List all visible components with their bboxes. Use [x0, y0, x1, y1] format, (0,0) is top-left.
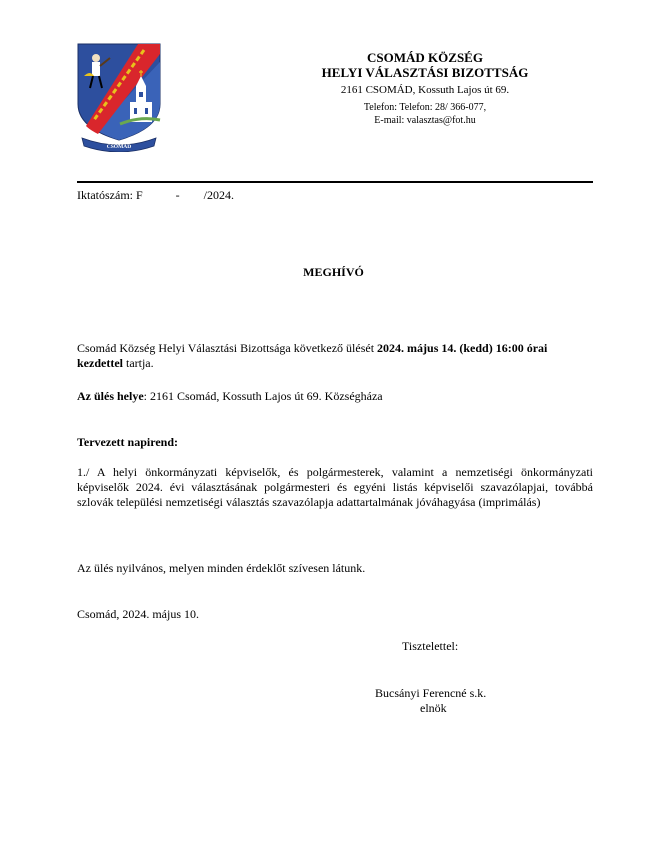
- venue-value: : 2161 Csomád, Kossuth Lajos út 69. Községháza: [143, 389, 383, 403]
- committee-phone: Telefon: Telefon: 28/ 366-077,: [363, 102, 487, 113]
- reference-number: Iktatószám: F - /2024.: [77, 188, 234, 202]
- signatory-name: Bucsányi Ferencné s.k.: [375, 686, 487, 700]
- signatory-role: elnök: [420, 701, 447, 715]
- intro-text: Csomád Község Helyi Választási Bizottsága következő ülését: [77, 341, 378, 355]
- crest-caption: CSOMÁD: [106, 144, 132, 150]
- closing-salutation: Tisztelettel:: [402, 639, 459, 653]
- agenda-heading: Tervezett napirend:: [77, 435, 178, 449]
- document-title: MEGHÍVÓ: [303, 265, 364, 279]
- intro-tail: tartja.: [122, 356, 154, 370]
- intro-paragraph: [77, 341, 593, 371]
- committee-address: 2161 CSOMÁD, Kossuth Lajos út 69.: [340, 84, 510, 96]
- committee-email: E-mail: valasztas@fot.hu: [374, 115, 476, 126]
- public-notice: Az ülés nyilvános, melyen minden érdeklőt szívesen látunk.: [77, 561, 366, 575]
- place-date: Csomád, 2024. május 10.: [77, 607, 199, 621]
- committee-municipality: CSOMÁD KÖZSÉG: [367, 50, 483, 65]
- committee-name: HELYI VÁLASZTÁSI BIZOTTSÁG: [321, 65, 529, 80]
- venue-paragraph: [77, 389, 593, 404]
- coat-of-arms-logo: [76, 42, 162, 152]
- agenda-item-1: 1./ A helyi önkormányzati képviselők, és polgármesterek, valamint a nemzetiségi önkormányzati képviselők 2024. évi választásának polgármesteri és egyéni listás képviselői szavazólapjai, továbbá szlovák települési nemzetiségi választás szavazólapja adattartalmának jóváhagyása (imprimálás): [77, 465, 593, 509]
- meeting-datetime: 2024. május 14. (kedd) 16:00 órai kezdettel: [77, 341, 548, 370]
- venue-label: Az ülés helye: [77, 389, 144, 403]
- header-divider: [77, 181, 593, 183]
